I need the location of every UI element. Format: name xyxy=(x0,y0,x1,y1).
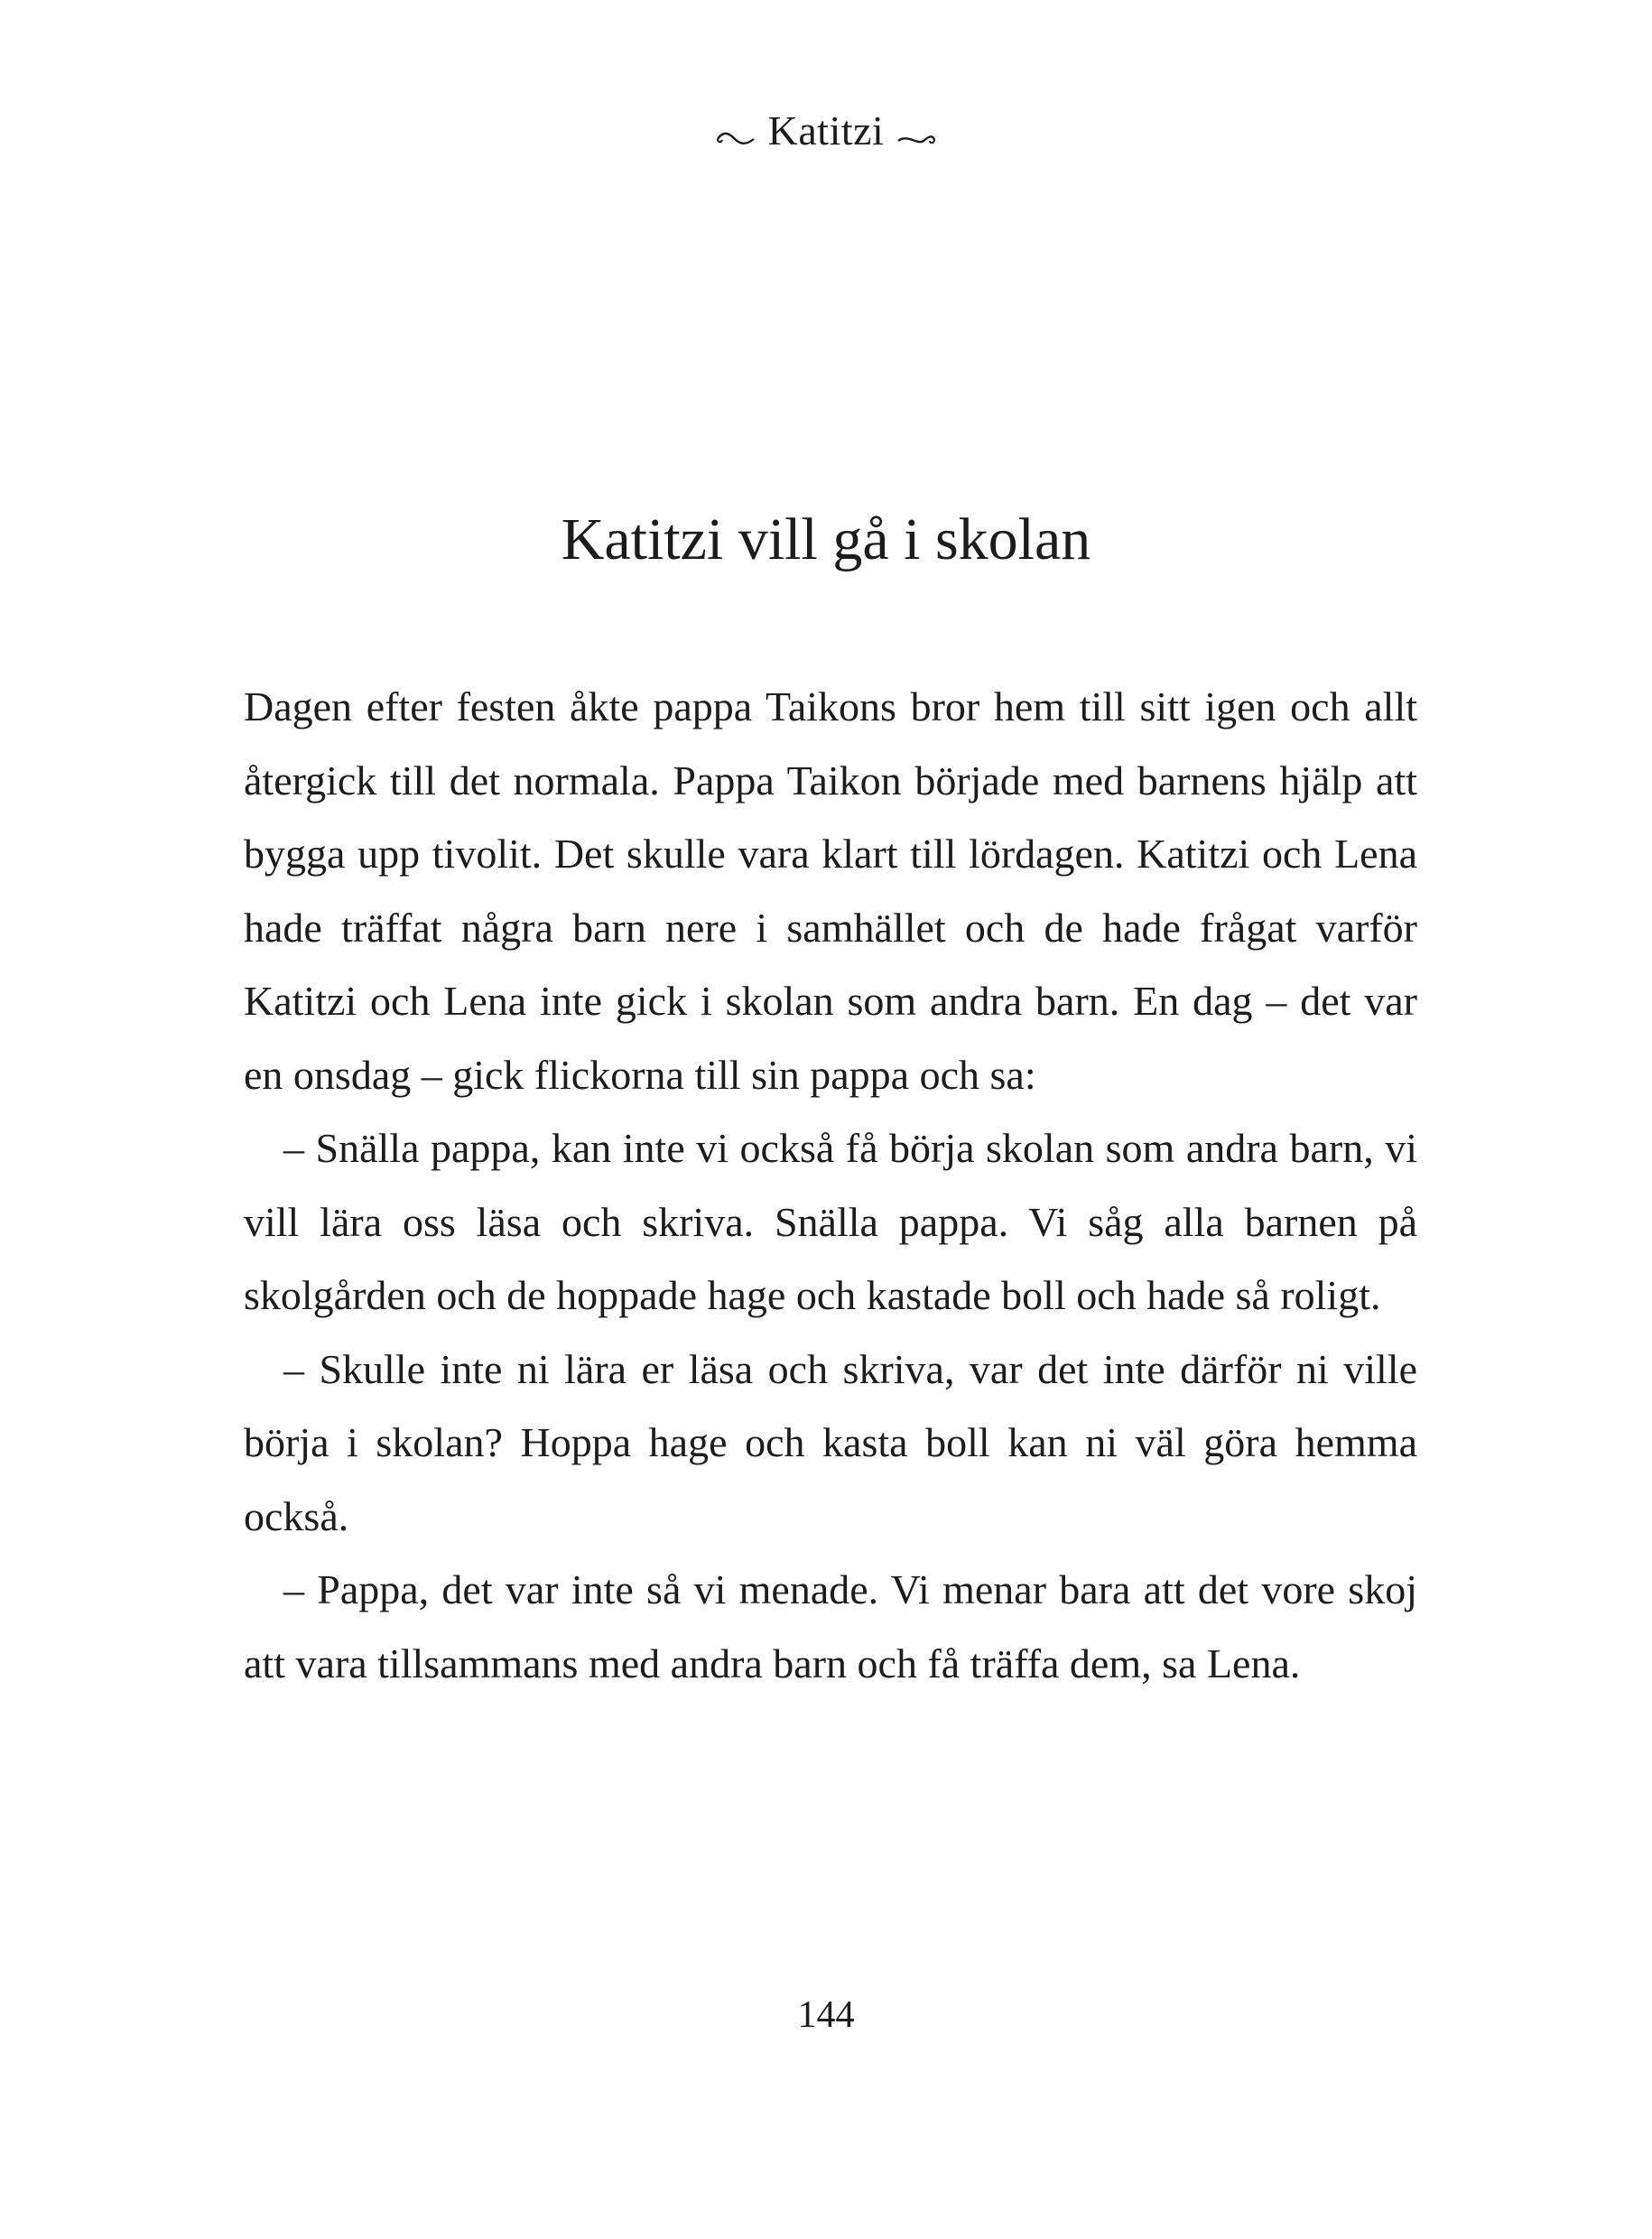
paragraph: – Snälla pappa, kan inte vi också få börja skolan som andra barn, vi vill lära oss läsa och skriva. Snälla pappa. Vi såg alla barnen på skolgården och de hoppade hage och kastade boll och hade så roligt. xyxy=(244,1125,1417,1318)
running-head-title: Katitzi xyxy=(767,107,885,153)
chapter-title: Katitzi vill gå i skolan xyxy=(561,506,1091,572)
page-number: 144 xyxy=(797,1994,855,2036)
paragraph: Dagen efter festen åkte pappa Taikons bror hem till sitt igen och allt återgick till det normala. Pappa Taikon började med barnens hjälp att bygga upp tivolit. Det skulle vara klart till lördagen. Katitzi och Lena hade träffat några barn nere i samhället och de hade frågat varför Katitzi och Lena inte gick i skolan som andra barn. En dag – det var en onsdag – gick flickorna till sin pappa och sa: xyxy=(244,683,1417,1098)
swash-ornament-right-icon xyxy=(896,111,936,159)
swash-ornament-left-icon xyxy=(716,111,756,159)
body-text xyxy=(244,670,1417,1700)
running-head xyxy=(0,107,1652,159)
paragraph: – Pappa, det var inte så vi menade. Vi menar bara att det vore skoj att vara tillsammans med andra barn och få träffa dem, sa Lena. xyxy=(244,1566,1417,1686)
paragraph: – Skulle inte ni lära er läsa och skriva, var det inte därför ni ville börja i skolan? Hoppa hage och kasta boll kan ni väl göra hemma också. xyxy=(244,1345,1417,1539)
